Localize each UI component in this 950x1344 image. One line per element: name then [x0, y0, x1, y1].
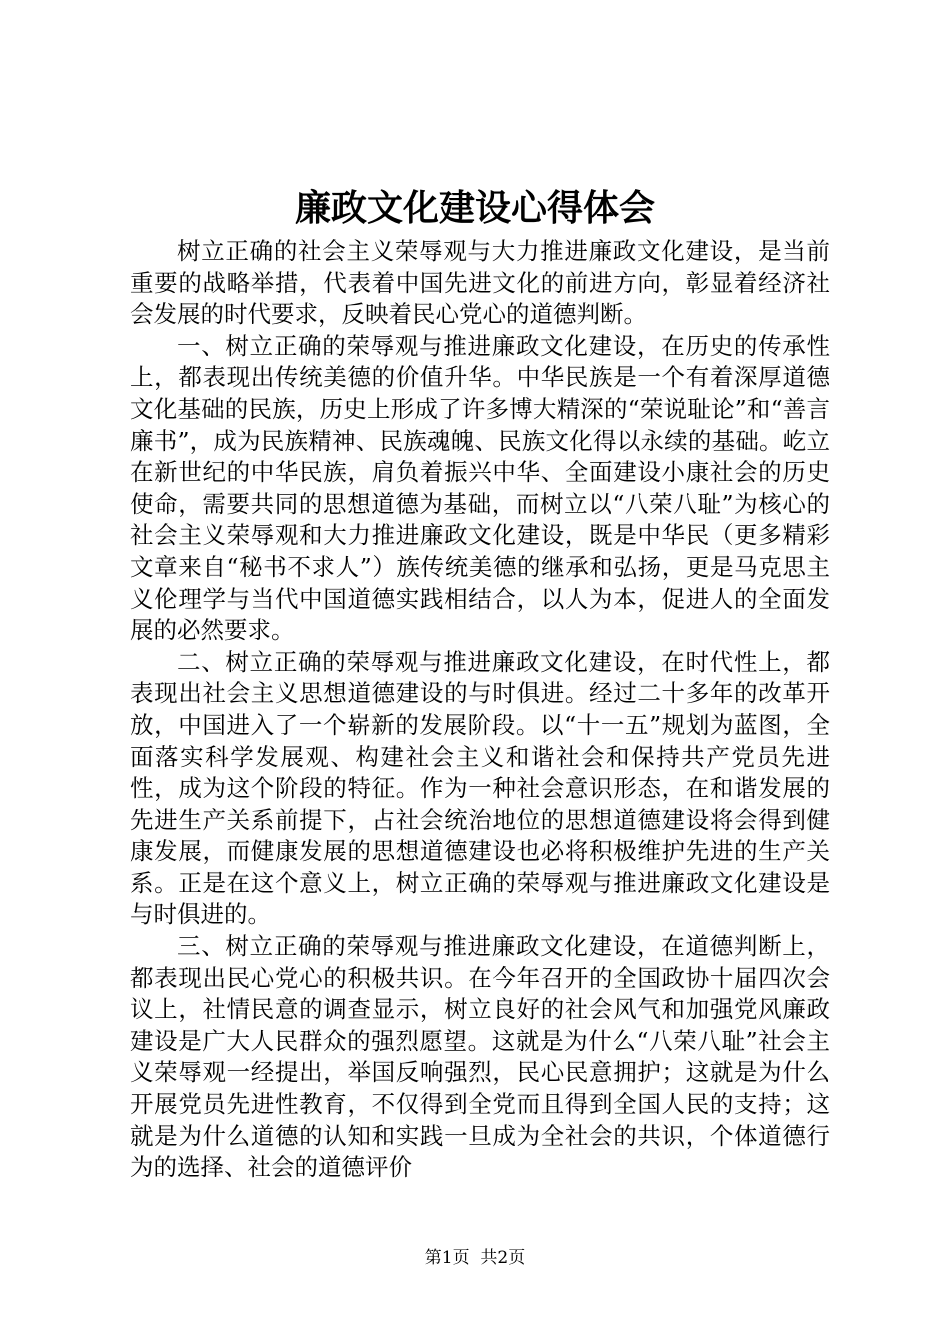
paragraph-3: 三、树立正确的荣辱观与推进廉政文化建设，在道德判断上，都表现出民心党心的积极共识。在今年召开的全国政协十届四次会议上，社情民意的调查显示，树立良好的社会风气和加强党风廉政建设是广大人民群众的强烈愿望。这就是为什么“八荣八耻”社会主义荣辱观一经提出，举国反响强烈，民心民意拥护；这就是为什么开展党员先进性教育，不仅得到全党而且得到全国人民的支持；这就是为什么道德的认知和实践一旦成为全社会的共识，个体道德行为的选择、社会的道德评价 — [130, 932, 830, 1182]
document-title: 廉政文化建设心得体会 — [294, 187, 655, 229]
paragraph-1: 一、树立正确的荣辱观与推进廉政文化建设，在历史的传承性上，都表现出传统美德的价值升华。中华民族是一个有着深厚道德文化基础的民族，历史上形成了许多博大精深的“荣说耻论”和“善言廉书”，成为民族精神、民族魂魄、民族文化得以永续的基础。屹立在新世纪的中华民族，肩负着振兴中华、全面建设小康社会的历史使命，需要共同的思想道德为基础，而树立以“八荣八耻”为核心的社会主义荣辱观和大力推进廉政文化建设，既是中华民（更多精彩文章来自“秘书不求人”）族传统美德的继承和弘扬，更是马克思主义伦理学与当代中国道德实践相结合，以人为本，促进人的全面发展的必然要求。 — [130, 331, 830, 645]
document-body — [130, 236, 830, 1184]
paragraph-2: 二、树立正确的荣辱观与推进廉政文化建设，在时代性上，都表现出社会主义思想道德建设的与时俱进。经过二十多年的改革开放，中国进入了一个崭新的发展阶段。以“十一五”规划为蓝图，全面落实科学发展观、构建社会主义和谐社会和保持共产党员先进性，成为这个阶段的特征。作为一种社会意识形态，在和谐发展的先进生产关系前提下，占社会统治地位的思想道德建设将会得到健康发展，而健康发展的思想道德建设也必将积极维护先进的生产关系。正是在这个意义上，树立正确的荣辱观与推进廉政文化建设是与时俱进的。 — [130, 647, 830, 929]
page-footer: 第1页 共2页 — [424, 1248, 526, 1268]
paragraph-intro: 树立正确的社会主义荣辱观与大力推进廉政文化建设，是当前重要的战略举措，代表着中国先进文化的前进方向，彰显着经济社会发展的时代要求，反映着民心党心的道德判断。 — [130, 237, 830, 329]
